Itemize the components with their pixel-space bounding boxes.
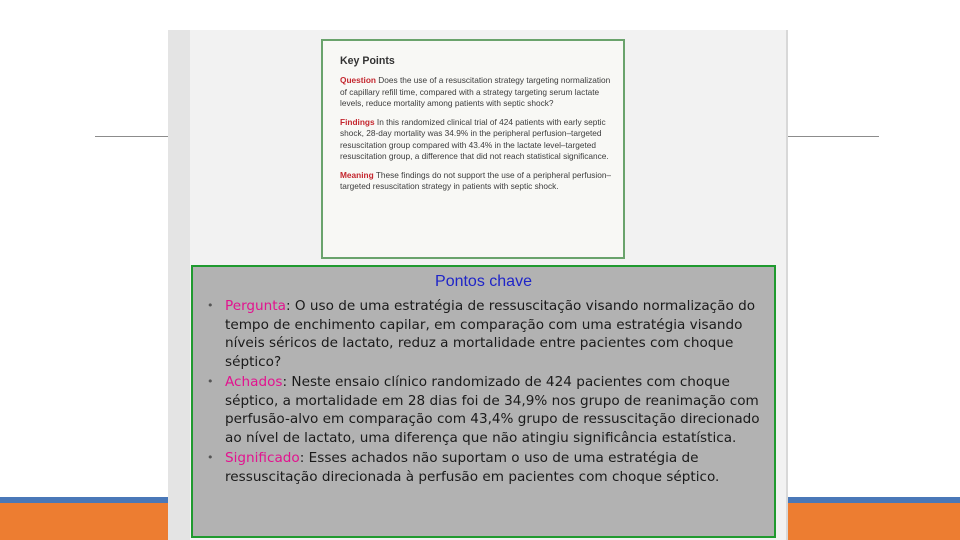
page-shadow-right: [786, 30, 788, 540]
divider-line-left: [95, 136, 170, 137]
key-point-question: [340, 75, 613, 110]
key-points-title: Key Points: [340, 55, 395, 67]
key-point-findings: [340, 117, 613, 163]
list-item-pergunta: [205, 297, 765, 371]
key-point-text: These findings do not support the use of a peripheral perfusion–targeted resuscitation strategy in patients with septic shock.: [340, 169, 612, 191]
key-point-meaning: [340, 170, 613, 193]
key-point-text: In this randomized clinical trial of 424 patients with early septic shock, 28-day mortality was 34.9% in the peripheral perfusion–targeted resuscitation group compared with 43.4% in the lactate level–targeted resuscitation group, a difference that did not reach statistical significance.: [340, 116, 609, 161]
item-label: Achados: [225, 374, 283, 390]
list-item-significado: [205, 449, 765, 486]
key-points-box: [321, 39, 625, 259]
pontos-chave-box: [191, 265, 776, 538]
item-label: Pergunta: [225, 298, 286, 314]
pontos-chave-title: Pontos chave: [435, 273, 532, 290]
item-text: : O uso de uma estratégia de ressuscitação visando normalização do tempo de enchimento capilar, em comparação com uma estratégia visando níveis séricos de lactato, reduz a mortalidade entre pacientes com choque séptico?: [225, 298, 756, 370]
bullet-icon: •: [207, 375, 214, 388]
key-point-text: Does the use of a resuscitation strategy targeting normalization of capillary refill time, compared with a strategy targeting serum lactate levels, reduce mortality among patients with septic shock?: [340, 75, 611, 108]
key-point-label: Findings: [340, 116, 375, 127]
page-shadow-left: [168, 30, 190, 540]
bullet-icon: •: [207, 299, 214, 312]
list-item-achados: [205, 373, 765, 447]
item-label: Significado: [225, 450, 300, 466]
pontos-chave-list: [205, 297, 765, 488]
key-point-label: Question: [340, 75, 376, 85]
divider-line-right: [788, 136, 879, 137]
bullet-icon: •: [207, 451, 214, 464]
item-text: : Esses achados não suportam o uso de uma estratégia de ressuscitação direcionada à perfusão em pacientes com choque séptico.: [225, 450, 720, 485]
item-text: : Neste ensaio clínico randomizado de 424 pacientes com choque séptico, a mortalidade em 28 dias foi de 34,9% nos grupo de reanimação com perfusão-alvo em comparação com 43,4% grupo de ressuscitação direcionado ao nível de lactato, uma diferença que não atingiu significância estatística.: [225, 374, 760, 446]
key-point-label: Meaning: [340, 169, 374, 180]
